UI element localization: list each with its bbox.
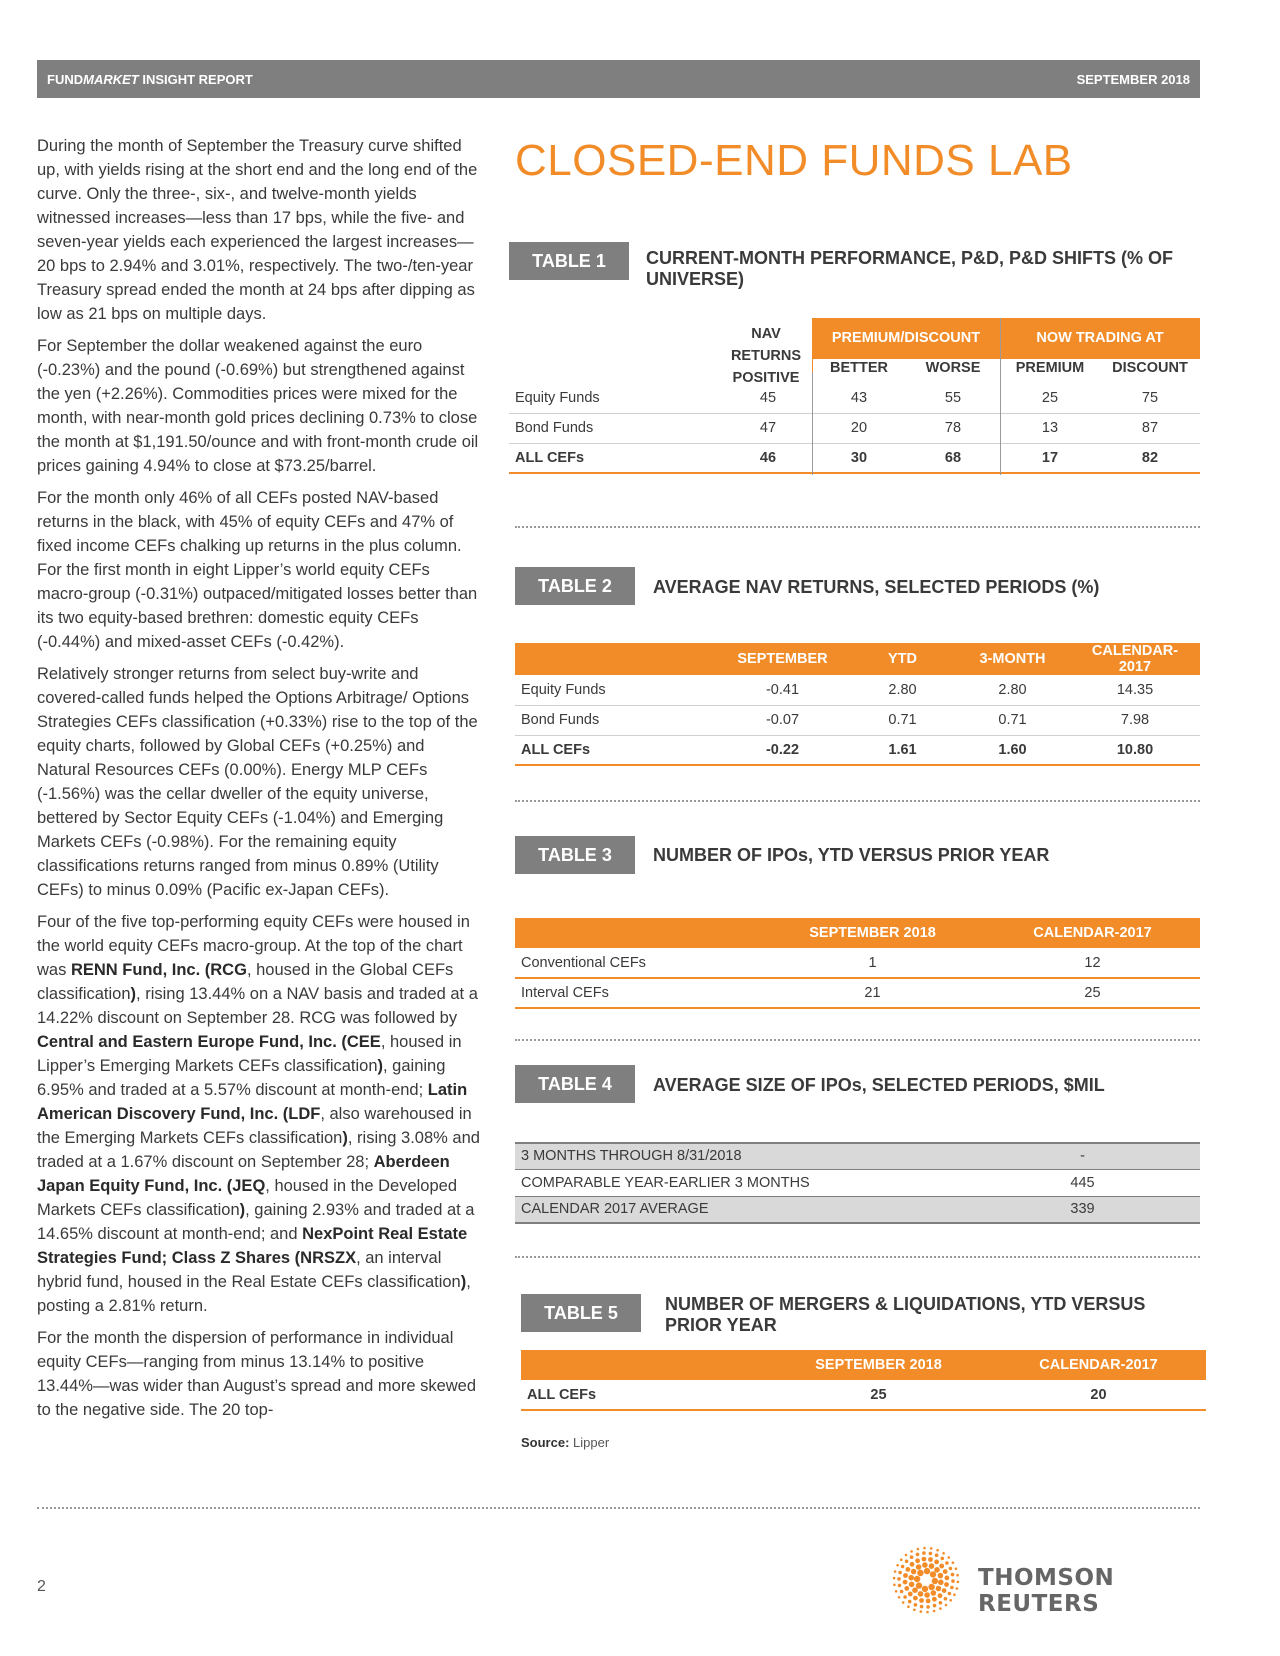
logo-dot bbox=[916, 1582, 922, 1588]
table5 bbox=[521, 1350, 1206, 1411]
text-run: , housed in the Developed Markets CEFs classification bbox=[37, 1177, 458, 1219]
logo-dot bbox=[944, 1597, 948, 1601]
row-label: ALL CEFs bbox=[515, 735, 715, 765]
table1-sub-worse: WORSE bbox=[925, 360, 981, 376]
row-label: Interval CEFs bbox=[515, 978, 760, 1008]
logo-dot bbox=[904, 1586, 909, 1591]
table2-title: AVERAGE NAV RETURNS, SELECTED PERIODS (%) bbox=[653, 577, 1100, 597]
text-run: , rising 3.08% and traded at a 1.67% discount on September 28; bbox=[37, 1129, 480, 1171]
logo-dot bbox=[942, 1552, 945, 1555]
cell: 30 bbox=[812, 443, 906, 473]
header-cell: SEPTEMBER bbox=[715, 643, 850, 675]
logo-dot bbox=[956, 1574, 959, 1577]
logo-dot bbox=[931, 1590, 937, 1596]
header-cell: CALENDAR-2017 bbox=[985, 918, 1200, 948]
logo-dot bbox=[898, 1571, 902, 1575]
table-row bbox=[509, 383, 1200, 413]
logo-dot bbox=[930, 1571, 936, 1577]
cell: -0.22 bbox=[715, 735, 850, 765]
table1-label: TABLE 1 bbox=[509, 242, 629, 280]
header-cell: CALENDAR-2017 bbox=[991, 1350, 1206, 1380]
section-divider bbox=[515, 1039, 1200, 1041]
header-cell bbox=[515, 643, 715, 675]
logo-dot bbox=[942, 1588, 947, 1593]
logo-dot bbox=[910, 1550, 913, 1553]
logo-dot bbox=[916, 1553, 920, 1557]
cell: 2.80 bbox=[955, 675, 1070, 705]
table4 bbox=[515, 1142, 1200, 1224]
logo-dot bbox=[935, 1553, 939, 1557]
logo-dot bbox=[908, 1600, 912, 1604]
cell: 1.61 bbox=[850, 735, 955, 765]
header-cell bbox=[515, 918, 760, 948]
logo-dot bbox=[945, 1576, 950, 1581]
row-label: 3 MONTHS THROUGH 8/31/2018 bbox=[515, 1143, 965, 1169]
article-body bbox=[37, 134, 482, 1430]
table1-sub-premium: PREMIUM bbox=[1015, 360, 1085, 376]
logo-dot bbox=[913, 1596, 918, 1601]
logo-dot bbox=[922, 1562, 928, 1568]
cell: 68 bbox=[906, 443, 1000, 473]
fund-name: ) bbox=[342, 1129, 348, 1147]
logo-dot bbox=[949, 1599, 952, 1602]
text-run: Four of the five top-performing equity CEFs were housed in the world equity CEFs macro-group. At the top of the chart was bbox=[37, 913, 470, 979]
table1-sub-discount: DISCOUNT bbox=[1112, 360, 1188, 376]
cell: 55 bbox=[906, 383, 1000, 413]
logo-dot bbox=[900, 1590, 904, 1594]
text-run: , gaining 2.93% and traded at a 14.65% discount at month-end; and bbox=[37, 1201, 475, 1243]
logo-dot bbox=[949, 1567, 953, 1571]
logo-dot bbox=[928, 1584, 934, 1590]
table1-sub-better: BETTER bbox=[830, 360, 888, 376]
cell: -0.41 bbox=[715, 675, 850, 705]
logo-dot bbox=[909, 1582, 915, 1588]
table-header-row bbox=[521, 1350, 1206, 1380]
table3-label: TABLE 3 bbox=[515, 836, 635, 874]
logo-dot bbox=[952, 1561, 955, 1564]
table1-sub-divider bbox=[812, 358, 1200, 359]
logo-dot bbox=[895, 1590, 898, 1593]
fund-name: NexPoint Real Estate Strategies Fund; Class Z Shares (NRSZX bbox=[37, 1225, 468, 1267]
paragraph-dispersion: For the month the dispersion of performance in individual equity CEFs—ranging from minus 13.14% to positive 13.44%—was wider than August’s spread and more skewed to the negative side. The 20 top- bbox=[37, 1329, 477, 1419]
table-row bbox=[515, 948, 1200, 978]
logo-dot bbox=[918, 1591, 924, 1597]
logo-dot bbox=[953, 1593, 956, 1596]
cell: 45 bbox=[724, 383, 812, 413]
cell: 25 bbox=[985, 978, 1200, 1008]
logo-dot bbox=[894, 1570, 897, 1573]
cell: 20 bbox=[991, 1380, 1206, 1410]
logo-dot bbox=[948, 1556, 951, 1559]
header-cell: SEPTEMBER 2018 bbox=[760, 918, 985, 948]
table1-nav-header: NAV RETURNS POSITIVE bbox=[730, 326, 802, 386]
logo-dot bbox=[922, 1557, 927, 1562]
logo-dot bbox=[910, 1562, 915, 1567]
footer-divider bbox=[37, 1507, 1200, 1509]
logo-dot bbox=[914, 1603, 918, 1607]
logo-dot bbox=[919, 1598, 924, 1603]
table-row bbox=[515, 675, 1200, 705]
header-cell: CALENDAR-2017 bbox=[1070, 643, 1200, 675]
section-divider bbox=[515, 1256, 1200, 1258]
logo-dot bbox=[936, 1549, 939, 1552]
logo-dot bbox=[956, 1587, 959, 1590]
logo-dot bbox=[908, 1575, 914, 1581]
logo-dot bbox=[948, 1592, 952, 1596]
table3-title: NUMBER OF IPOs, YTD VERSUS PRIOR YEAR bbox=[653, 845, 1050, 865]
thomson-reuters-logo bbox=[890, 1545, 1200, 1615]
logo-dot bbox=[933, 1610, 936, 1613]
logo-dot bbox=[906, 1567, 911, 1572]
table2 bbox=[515, 643, 1200, 766]
logo-dot bbox=[924, 1568, 930, 1574]
cell: 87 bbox=[1100, 413, 1200, 443]
cell: 13 bbox=[1000, 413, 1100, 443]
cell: 2.80 bbox=[850, 675, 955, 705]
logo-dot bbox=[893, 1577, 896, 1580]
logo-dot bbox=[905, 1554, 908, 1557]
cell: 46 bbox=[724, 443, 812, 473]
logo-dot bbox=[912, 1587, 918, 1593]
text-run: , posting a 2.81% return. bbox=[37, 1273, 471, 1315]
logo-dot bbox=[928, 1557, 933, 1562]
cell: 1 bbox=[760, 948, 985, 978]
logo-dot bbox=[932, 1578, 938, 1584]
cell: 20 bbox=[812, 413, 906, 443]
cell: 21 bbox=[760, 978, 985, 1008]
logo-dot bbox=[938, 1573, 944, 1579]
table1-body bbox=[509, 383, 1200, 474]
row-label: ALL CEFs bbox=[521, 1380, 766, 1410]
table-row bbox=[515, 1169, 1200, 1196]
logo-dot bbox=[903, 1595, 907, 1599]
logo-dot bbox=[929, 1552, 933, 1556]
cell: 17 bbox=[1000, 443, 1100, 473]
fund-name: ) bbox=[377, 1057, 384, 1075]
table1-now-header: NOW TRADING AT bbox=[1036, 330, 1164, 346]
source-note: Source: Lipper bbox=[521, 1435, 610, 1450]
header-cell: YTD bbox=[850, 643, 955, 675]
cell: 25 bbox=[766, 1380, 991, 1410]
logo-dot bbox=[950, 1586, 954, 1590]
logo-dot bbox=[915, 1558, 920, 1563]
logo-dot bbox=[941, 1557, 945, 1561]
table1-divider bbox=[812, 318, 813, 372]
logo-dot bbox=[929, 1563, 935, 1569]
text-run: , rising 13.44% on a NAV basis and traded at a 14.22% discount on September 28. RCG was followed by bbox=[37, 985, 478, 1027]
logo-dot bbox=[926, 1611, 929, 1614]
cell: - bbox=[965, 1143, 1200, 1169]
logo-dot bbox=[896, 1564, 899, 1567]
cell: 47 bbox=[724, 413, 812, 443]
logo-dot bbox=[903, 1580, 908, 1585]
logo-dot bbox=[917, 1548, 920, 1551]
logo-dot bbox=[923, 1547, 926, 1550]
logo-dot bbox=[908, 1592, 913, 1597]
logo-dot bbox=[939, 1601, 943, 1605]
row-label: Conventional CEFs bbox=[515, 948, 760, 978]
logo-dot bbox=[898, 1584, 902, 1588]
row-label: Equity Funds bbox=[509, 383, 724, 413]
logo-dot bbox=[907, 1605, 910, 1608]
logo-dot bbox=[917, 1570, 923, 1576]
logo-dot bbox=[898, 1596, 901, 1599]
table-row bbox=[515, 978, 1200, 1008]
logo-dot bbox=[922, 1586, 928, 1592]
logo-dot bbox=[920, 1610, 923, 1613]
logo-dot bbox=[926, 1605, 930, 1609]
paragraph-options: Relatively stronger returns from select buy-write and covered-called funds helped the Options Arbitrage/ Options Strategies CEFs classification (+0.33%) rise to the top of the equity charts, followed by Global CEFs (+0.25%) and Natural Resources CEFs (0.00%). Energy MLP CEFs (-1.56%) was the cellar dweller of the equity universe, bettered by Sector Equity CEFs (-1.04%) and Emerging Markets CEFs (-0.98%). For the remaining equity classifications returns ranged from minus 0.89% (Utility CEFs) to minus 0.09% (Pacific ex-Japan CEFs). bbox=[37, 665, 478, 899]
table5-title: NUMBER OF MERGERS & LIQUIDATIONS, YTD VERSUS PRIOR YEAR bbox=[665, 1294, 1146, 1335]
logo-dot bbox=[934, 1560, 939, 1565]
table-row bbox=[515, 1143, 1200, 1169]
paragraph-treasury: During the month of September the Treasury curve shifted up, with yields rising at the short end and the long end of the curve. Only the three-, six-, and twelve-month yields witnessed increases—less than 17 bps, while the five- and seven-year yields each experienced the largest increases—20 bps to 2.94% and 3.01%, respectively. The two-/ten-year Treasury spread ended the month at 24 bps after dipping as low as 21 bps on multiple days. bbox=[37, 137, 478, 323]
row-label: Bond Funds bbox=[515, 705, 715, 735]
table-header-row bbox=[515, 643, 1200, 675]
table4-title: AVERAGE SIZE OF IPOs, SELECTED PERIODS, $MIL bbox=[653, 1075, 1105, 1095]
logo-dot bbox=[903, 1573, 908, 1578]
cell: 82 bbox=[1100, 443, 1200, 473]
logo-dot bbox=[955, 1567, 958, 1570]
cell: 0.71 bbox=[850, 705, 955, 735]
table1-divider bbox=[812, 372, 813, 475]
logo-dot bbox=[920, 1605, 924, 1609]
table2-label: TABLE 2 bbox=[515, 567, 635, 605]
row-label: Equity Funds bbox=[515, 675, 715, 705]
fund-name: ) bbox=[239, 1201, 246, 1219]
logo-dot bbox=[911, 1569, 917, 1575]
logo-dot bbox=[944, 1582, 949, 1587]
cell: 12 bbox=[985, 948, 1200, 978]
cell: 25 bbox=[1000, 383, 1100, 413]
logo-dot bbox=[936, 1586, 942, 1592]
fund-name: Latin American Discovery Fund, Inc. (LDF bbox=[37, 1081, 468, 1123]
table-row bbox=[515, 735, 1200, 765]
cell: -0.07 bbox=[715, 705, 850, 735]
logo-dot bbox=[910, 1555, 914, 1559]
row-label: ALL CEFs bbox=[509, 443, 724, 473]
table-row bbox=[515, 1196, 1200, 1223]
logo-dot bbox=[938, 1593, 943, 1598]
logo-dot bbox=[897, 1577, 901, 1581]
table4-label: TABLE 4 bbox=[515, 1065, 635, 1103]
paragraph-top-funds bbox=[37, 910, 482, 1318]
header-cell bbox=[521, 1350, 766, 1380]
table1-title: CURRENT-MONTH PERFORMANCE, P&D, P&D SHIFTS (% OF UNIVERSE) bbox=[646, 248, 1174, 289]
logo-dot bbox=[933, 1604, 937, 1608]
table-row bbox=[515, 705, 1200, 735]
row-label: Bond Funds bbox=[509, 413, 724, 443]
cell: 1.60 bbox=[955, 735, 1070, 765]
logo-dot bbox=[943, 1569, 948, 1574]
logo-dot bbox=[934, 1567, 940, 1573]
logo-dot bbox=[905, 1560, 909, 1564]
logo-dot bbox=[901, 1565, 905, 1569]
cell: 43 bbox=[812, 383, 906, 413]
logo-dot bbox=[900, 1558, 903, 1561]
text-run: , also warehoused in the Emerging Markets CEFs classification bbox=[37, 1105, 472, 1147]
report-name: FUNDMARKET INSIGHT REPORT bbox=[47, 71, 253, 87]
logo-dot bbox=[939, 1607, 942, 1610]
logo-dot bbox=[930, 1547, 933, 1550]
cell: 339 bbox=[965, 1196, 1200, 1223]
header-cell: SEPTEMBER 2018 bbox=[766, 1350, 991, 1380]
logo-dot bbox=[902, 1601, 905, 1604]
table-row bbox=[509, 413, 1200, 443]
cell: 7.98 bbox=[1070, 705, 1200, 735]
logo-dot bbox=[932, 1597, 937, 1602]
logo-dot bbox=[939, 1564, 944, 1569]
logo-dot bbox=[924, 1592, 930, 1598]
report-date: SEPTEMBER 2018 bbox=[1076, 71, 1190, 87]
header-cell: 3-MONTH bbox=[955, 643, 1070, 675]
paragraph-dollar: For September the dollar weakened against the euro (-0.23%) and the pound (-0.69%) but strengthened against the yen (+2.26%). Commodities prices were mixed for the month, with near-month gold prices declining 0.73% to close the month at $1,191.50/ounce and with front-month crude oil prices gaining 4.94% to close at $73.25/barrel. bbox=[37, 337, 479, 475]
table3 bbox=[515, 918, 1200, 1009]
logo-dot bbox=[938, 1580, 944, 1586]
logo-dot bbox=[893, 1584, 896, 1587]
fund-name: Aberdeen Japan Equity Fund, Inc. (JEQ bbox=[37, 1153, 450, 1195]
table1-divider bbox=[1000, 318, 1001, 475]
cell: 445 bbox=[965, 1169, 1200, 1196]
text-run: , housed in the Global CEFs classification bbox=[37, 961, 454, 1003]
table-row bbox=[509, 443, 1200, 473]
logo-dot bbox=[926, 1599, 931, 1604]
fund-name: RENN Fund, Inc. (RCG bbox=[70, 961, 247, 979]
table-row bbox=[521, 1380, 1206, 1410]
fund-name: ) bbox=[460, 1273, 467, 1291]
logo-dot bbox=[922, 1551, 926, 1555]
row-label: CALENDAR 2017 AVERAGE bbox=[515, 1196, 965, 1223]
section-divider bbox=[515, 800, 1200, 802]
cell: 10.80 bbox=[1070, 735, 1200, 765]
page-number: 2 bbox=[37, 1578, 46, 1595]
fund-name: Central and Eastern Europe Fund, Inc. (CEE bbox=[37, 1033, 381, 1051]
page-title: CLOSED-END FUNDS LAB bbox=[515, 136, 1073, 185]
logo-dot bbox=[916, 1564, 922, 1570]
row-label: COMPARABLE YEAR-EARLIER 3 MONTHS bbox=[515, 1169, 965, 1196]
cell: 0.71 bbox=[955, 705, 1070, 735]
logo-dot bbox=[951, 1573, 955, 1577]
cell: 78 bbox=[906, 413, 1000, 443]
table1-pd-header: PREMIUM/DISCOUNT bbox=[831, 330, 981, 346]
paragraph-cefs: For the month only 46% of all CEFs posted NAV-based returns in the black, with 45% of equity CEFs and 47% of fixed income CEFs chalking up returns in the plus column. For the first month in eight Lipper’s world equity CEFs macro-group (-0.31%) outpaced/mitigated losses better than its two equity-based brethren: domestic equity CEFs (-0.44%) and mixed-asset CEFs (-0.42%). bbox=[37, 489, 478, 651]
logo-text: THOMSON REUTERS bbox=[978, 1565, 1115, 1617]
logo-dot bbox=[945, 1561, 949, 1565]
text-run: , housed in Lipper’s Emerging Markets CEFs classification bbox=[37, 1033, 462, 1075]
table-header-row bbox=[515, 918, 1200, 948]
table5-label: TABLE 5 bbox=[521, 1294, 641, 1332]
logo-dot bbox=[951, 1579, 955, 1583]
logo-dot bbox=[914, 1576, 920, 1582]
thomson-reuters-dot-ring-icon bbox=[890, 1545, 970, 1615]
cell: 75 bbox=[1100, 383, 1200, 413]
fund-name: ) bbox=[130, 985, 137, 1003]
cell: 14.35 bbox=[1070, 675, 1200, 705]
logo-dot bbox=[913, 1609, 916, 1612]
text-run: , an interval hybrid fund, housed in the Real Estate CEFs classification bbox=[37, 1249, 461, 1291]
text-run: , gaining 6.95% and traded at a 5.57% discount at month-end; bbox=[37, 1057, 446, 1099]
logo-dot bbox=[957, 1581, 960, 1584]
logo-dot bbox=[945, 1604, 948, 1607]
section-divider bbox=[515, 526, 1200, 528]
report-header-bar bbox=[37, 60, 1200, 98]
